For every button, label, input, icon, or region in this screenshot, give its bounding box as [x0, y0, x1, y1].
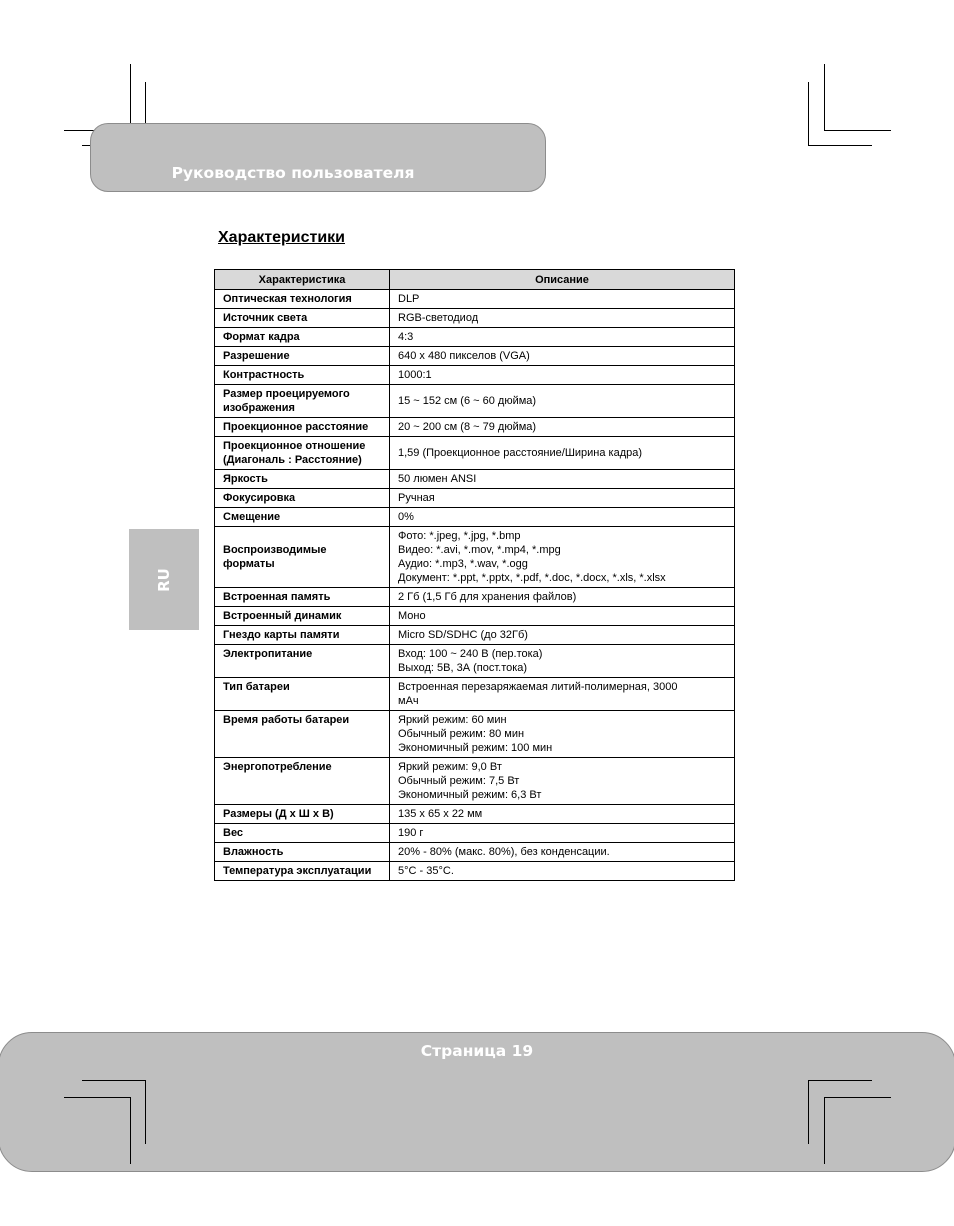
- table-row: [215, 437, 735, 470]
- spec-value: 640 x 480 пикселов (VGA): [390, 347, 735, 366]
- spec-name: Формат кадра: [215, 328, 390, 347]
- table-row: [215, 805, 735, 824]
- table-row: [215, 588, 735, 607]
- spec-name: Вес: [215, 824, 390, 843]
- spec-name: Влажность: [215, 843, 390, 862]
- language-tab: [129, 529, 199, 630]
- crop-mark: [130, 1097, 131, 1164]
- table-row: [215, 366, 735, 385]
- crop-mark: [82, 1080, 146, 1081]
- spec-name: Источник света: [215, 309, 390, 328]
- table-row: [215, 843, 735, 862]
- table-row: [215, 385, 735, 418]
- spec-value: DLP: [390, 290, 735, 309]
- spec-value: Вход: 100 ~ 240 В (пер.тока) Выход: 5В, 3А (пост.тока): [390, 645, 735, 678]
- table-body: [215, 290, 735, 881]
- spec-name: Контрастность: [215, 366, 390, 385]
- crop-mark: [808, 145, 872, 146]
- table-row: [215, 607, 735, 626]
- spec-value: 50 люмен ANSI: [390, 470, 735, 489]
- crop-mark: [808, 82, 809, 145]
- table-row: [215, 626, 735, 645]
- footer-banner: [0, 1032, 954, 1172]
- spec-value: 135 x 65 x 22 мм: [390, 805, 735, 824]
- crop-mark: [808, 1080, 872, 1081]
- spec-value: RGB-светодиод: [390, 309, 735, 328]
- table-row: [215, 347, 735, 366]
- table-row: [215, 678, 735, 711]
- table-row: [215, 645, 735, 678]
- spec-value: Micro SD/SDHC (до 32Гб): [390, 626, 735, 645]
- spec-value: 1000:1: [390, 366, 735, 385]
- language-label: RU: [155, 567, 173, 592]
- table-row: [215, 711, 735, 758]
- crop-mark: [64, 1097, 131, 1098]
- page-number: Страница 19: [420, 1042, 534, 1060]
- spec-value: Встроенная перезаряжаемая литий-полимерная, 3000 мАч: [390, 678, 735, 711]
- spec-name: Размер проецируемого изображения: [215, 385, 390, 418]
- crop-mark: [145, 1080, 146, 1144]
- section-title: Характеристики: [218, 229, 346, 246]
- spec-value: 190 г: [390, 824, 735, 843]
- spec-name: Встроенный динамик: [215, 607, 390, 626]
- spec-name: Оптическая технология: [215, 290, 390, 309]
- spec-value: 20% - 80% (макс. 80%), без конденсации.: [390, 843, 735, 862]
- spec-name: Проекционное расстояние: [215, 418, 390, 437]
- spec-value: 0%: [390, 508, 735, 527]
- table-row: [215, 328, 735, 347]
- table-row: [215, 309, 735, 328]
- spec-name: Гнездо карты памяти: [215, 626, 390, 645]
- crop-mark: [808, 1080, 809, 1144]
- table-header-row: [215, 270, 735, 290]
- spec-name: Фокусировка: [215, 489, 390, 508]
- crop-mark: [824, 64, 825, 131]
- spec-name: Электропитание: [215, 645, 390, 678]
- crop-mark: [824, 1097, 891, 1098]
- spec-name: Яркость: [215, 470, 390, 489]
- spec-value: Моно: [390, 607, 735, 626]
- specifications-table: [214, 269, 735, 881]
- table-row: [215, 758, 735, 805]
- spec-name: Энергопотребление: [215, 758, 390, 805]
- spec-value: 5°C - 35°C.: [390, 862, 735, 881]
- table-row: [215, 862, 735, 881]
- spec-name: Смещение: [215, 508, 390, 527]
- table-row: [215, 527, 735, 588]
- crop-mark: [824, 1097, 825, 1164]
- spec-name: Тип батареи: [215, 678, 390, 711]
- spec-name: Встроенная память: [215, 588, 390, 607]
- spec-name: Воспроизводимые форматы: [215, 527, 390, 588]
- spec-value: 2 Гб (1,5 Гб для хранения файлов): [390, 588, 735, 607]
- spec-value: 4:3: [390, 328, 735, 347]
- spec-name: Время работы батареи: [215, 711, 390, 758]
- crop-mark: [130, 64, 131, 131]
- spec-name: Разрешение: [215, 347, 390, 366]
- crop-mark: [824, 130, 891, 131]
- header-title: Руководство пользователя: [171, 164, 415, 182]
- spec-value: 15 ~ 152 см (6 ~ 60 дюйма): [390, 385, 735, 418]
- spec-value: Яркий режим: 9,0 Вт Обычный режим: 7,5 Вт Экономичный режим: 6,3 Вт: [390, 758, 735, 805]
- spec-value: 20 ~ 200 см (8 ~ 79 дюйма): [390, 418, 735, 437]
- spec-value: Яркий режим: 60 мин Обычный режим: 80 мин Экономичный режим: 100 мин: [390, 711, 735, 758]
- table-row: [215, 470, 735, 489]
- spec-name: Температура эксплуатации: [215, 862, 390, 881]
- column-header-characteristic: Характеристика: [215, 270, 390, 290]
- spec-name: Размеры (Д x Ш x В): [215, 805, 390, 824]
- table-row: [215, 418, 735, 437]
- table-row: [215, 508, 735, 527]
- spec-value: 1,59 (Проекционное расстояние/Ширина кадра): [390, 437, 735, 470]
- column-header-description: Описание: [390, 270, 735, 290]
- spec-value: Фото: *.jpeg, *.jpg, *.bmp Видео: *.avi, *.mov, *.mp4, *.mpg Аудио: *.mp3, *.wav, *.ogg Документ: *.ppt, *.pptx, *.pdf, *.doc, *.docx, *.xls, *.xlsx: [390, 527, 735, 588]
- spec-name: Проекционное отношение (Диагональ : Расстояние): [215, 437, 390, 470]
- table-row: [215, 824, 735, 843]
- spec-value: Ручная: [390, 489, 735, 508]
- table-row: [215, 290, 735, 309]
- header-banner: [90, 123, 546, 192]
- table-row: [215, 489, 735, 508]
